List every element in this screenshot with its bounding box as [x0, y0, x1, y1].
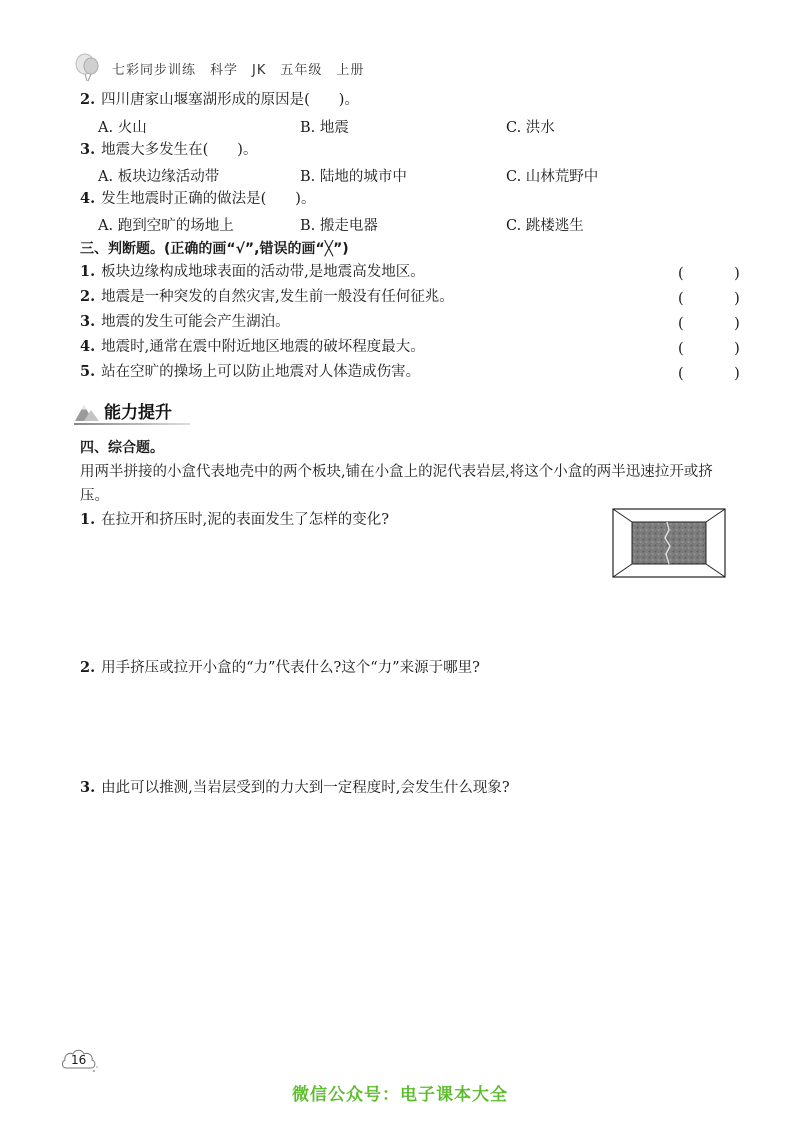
ability-banner: [74, 398, 172, 423]
answer-parentheses[interactable]: ( ): [678, 316, 758, 332]
judgement-item-5: 5. 站在空旷的操场上可以防止地震对人体造成伤害。: [80, 363, 421, 380]
option-c: C. 洪水: [506, 120, 555, 136]
judgement-item-3: 3. 地震的发生可能会产生湖泊。: [80, 313, 290, 330]
comprehensive-question-3: 3. 由此可以推测,当岩层受到的力大到一定程度时,会发生什么现象?: [80, 779, 510, 796]
footer-watermark: 微信公众号：电子课本大全: [292, 1085, 508, 1105]
page-number: 16: [60, 1046, 100, 1076]
mountain-icon: [74, 400, 100, 422]
question-stem: 地震大多发生在( )。: [101, 142, 258, 158]
question-stem: 四川唐家山堰塞湖形成的原因是( )。: [101, 92, 359, 108]
section-title-comprehensive: 四、综合题。: [80, 440, 164, 456]
option-b: B. 地震: [300, 120, 349, 136]
choice-question-3: 3. 地震大多发生在( )。: [80, 141, 258, 158]
answer-parentheses[interactable]: ( ): [678, 291, 758, 307]
answer-parentheses[interactable]: ( ): [678, 366, 758, 382]
page-header: [74, 52, 364, 84]
comprehensive-question-2: 2. 用手挤压或拉开小盒的“力”代表什么?这个“力”来源于哪里?: [80, 659, 480, 676]
mud-box-illustration: [612, 508, 726, 578]
answer-parentheses[interactable]: ( ): [678, 266, 758, 282]
banner-title: 能力提升: [104, 403, 172, 423]
comprehensive-question-1: 1. 在拉开和挤压时,泥的表面发生了怎样的变化?: [80, 511, 390, 528]
judgement-item-2: 2. 地震是一种突发的自然灾害,发生前一般没有任何征兆。: [80, 288, 454, 305]
option-a: A. 火山: [98, 120, 147, 136]
section-intro: 用两半拼接的小盒代表地壳中的两个板块,铺在小盒上的泥代表岩层,将这个小盒的两半迅速拉开或挤压。: [80, 464, 713, 504]
judgement-item-4: 4. 地震时,通常在震中附近地区地震的破坏程度最大。: [80, 338, 425, 355]
option-a: A. 板块边缘活动带: [98, 169, 220, 185]
option-c: C. 跳楼逃生: [506, 218, 584, 234]
section-title-judgement: 三、判断题。(正确的画“√”,错误的画“╳”): [80, 241, 349, 257]
choice-question-4: 4. 发生地震时正确的做法是( )。: [80, 190, 316, 207]
judgement-item-1: 1. 板块边缘构成地球表面的活动带,是地震高发地区。: [80, 263, 425, 280]
answer-parentheses[interactable]: ( ): [678, 341, 758, 357]
choice-question-2: 2. 四川唐家山堰塞湖形成的原因是( )。: [80, 91, 359, 108]
option-c: C. 山林荒野中: [506, 169, 599, 185]
header-text: 七彩同步训练 科学 JK 五年级 上册: [112, 62, 365, 78]
banner-underline: [74, 423, 190, 425]
option-b: B. 陆地的城市中: [300, 169, 407, 185]
option-a: A. 跑到空旷的场地上: [98, 218, 234, 234]
option-b: B. 搬走电器: [300, 218, 378, 234]
balloon-logo-icon: [74, 53, 100, 83]
question-stem: 发生地震时正确的做法是( )。: [101, 191, 316, 207]
